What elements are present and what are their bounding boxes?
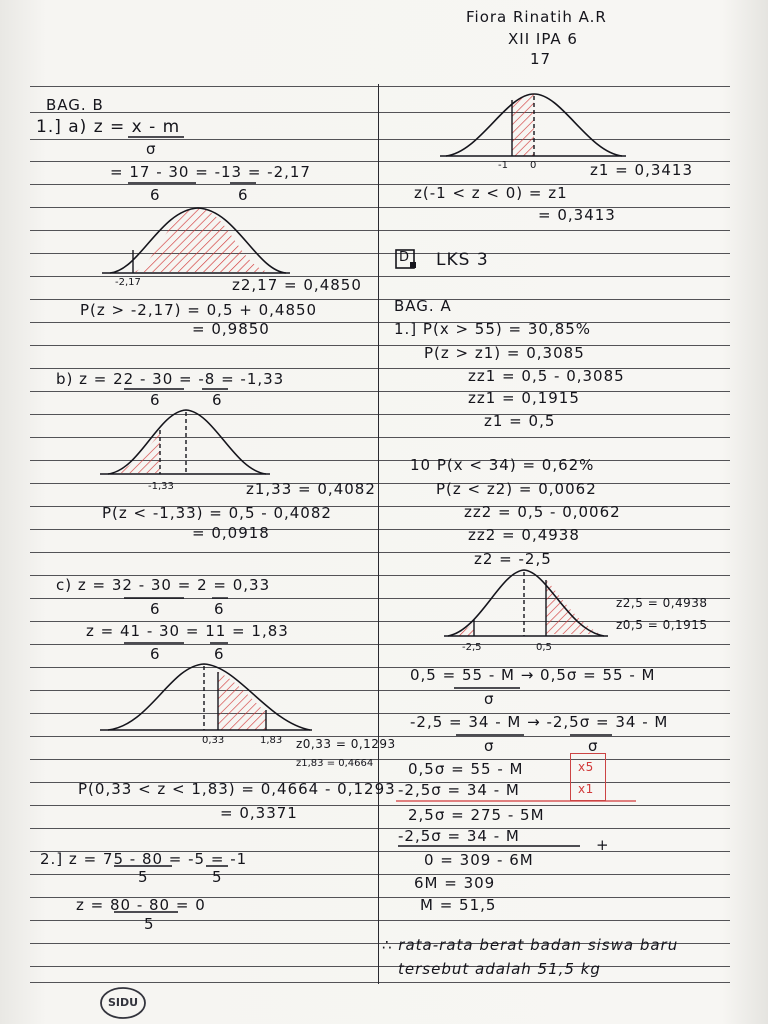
right-top-result: = 0,3413 [538, 206, 616, 224]
q1c-curve-label2: 1,83 [260, 735, 283, 746]
q1a-den2: 6 [238, 186, 249, 204]
bag-a-line9: zz2 = 0,4938 [468, 526, 580, 544]
student-class: XII IPA 6 [508, 30, 578, 48]
q1a-sigma: σ [146, 140, 157, 158]
bag-a-line8: zz2 = 0,5 - 0,0062 [464, 503, 621, 521]
multiplier-x1: x1 [578, 782, 594, 796]
system-line4: -2,5σ = 34 - M [398, 827, 520, 845]
q1b-result: = 0,0918 [192, 524, 270, 542]
student-number: 17 [530, 50, 552, 68]
q1a-formula: 1.] a) z = x - m [36, 117, 181, 137]
q1c-result: = 0,3371 [220, 804, 298, 822]
q1c-step2-den1: 6 [150, 645, 161, 663]
q1a-step: = 17 - 30 = -13 = -2,17 [110, 163, 311, 181]
student-name: Fiora Rinatih A.R [466, 8, 607, 26]
bag-a-line6: 10 P(x < 34) = 0,62% [410, 456, 595, 474]
bag-a-line1: 1.] P(x > 55) = 30,85% [394, 320, 592, 338]
q1a-probability: P(z > -2,17) = 0,5 + 0,4850 [80, 301, 318, 319]
q1c-curve-label1: 0,33 [202, 735, 225, 746]
q1c-z-value2: z1,83 = 0,4664 [296, 758, 374, 769]
lks-badge: D [399, 250, 411, 265]
bag-a-line4: zz1 = 0,1915 [468, 389, 580, 407]
right-top-label2: 0 [530, 160, 537, 171]
eq-line2-den1: σ [484, 737, 495, 755]
q2-step1: 2.] z = 75 - 80 = -5 = -1 [40, 850, 248, 868]
q2-den1: 5 [138, 868, 149, 886]
q1a-den1: 6 [150, 186, 161, 204]
eq-line2: -2,5 = 34 - M → -2,5σ = 34 - M [410, 713, 669, 731]
q2-den2: 5 [212, 868, 223, 886]
lks-z-value2: z0,5 = 0,1915 [616, 618, 708, 632]
sidu-logo: SIDU [108, 996, 139, 1009]
lks-curve-label1: -2,5 [462, 642, 482, 653]
right-top-label1: -1 [498, 160, 508, 171]
eq-line1-den: σ [484, 690, 495, 708]
lks-curve-label2: 0,5 [536, 642, 552, 653]
q1c-probability: P(0,33 < z < 1,83) = 0,4664 - 0,1293 [78, 780, 396, 798]
normal-curve-1c [100, 664, 312, 730]
plus-sign: + [596, 836, 610, 854]
q1c-den1: 6 [150, 600, 161, 618]
system-line5: 0 = 309 - 6M [424, 851, 534, 869]
right-top-z-value: z1 = 0,3413 [590, 161, 694, 179]
q1a-z-value: z2,17 = 0,4850 [232, 276, 362, 294]
q2-den: 5 [144, 915, 155, 933]
system-line6: 6M = 309 [414, 874, 496, 892]
system-line1: 0,5σ = 55 - M [408, 760, 524, 778]
bag-a-line10: z2 = -2,5 [474, 550, 552, 568]
normal-curve-1b [100, 410, 270, 474]
q1b-z-value: z1,33 = 0,4082 [246, 480, 376, 498]
right-top-probability: z(-1 < z < 0) = z1 [414, 184, 568, 202]
conclusion-line2: tersebut adalah 51,5 kg [398, 960, 601, 978]
lks-title: LKS 3 [436, 250, 489, 270]
normal-curve-lks [444, 570, 608, 636]
q1b-curve-label: -1,33 [148, 481, 174, 492]
bag-a-line2: P(z > z1) = 0,3085 [424, 344, 585, 362]
system-line3: 2,5σ = 275 - 5M [408, 806, 545, 824]
q2-step2: z = 80 - 80 = 0 [76, 896, 206, 914]
q1c-den2: 6 [214, 600, 225, 618]
q1b-den1: 6 [150, 391, 161, 409]
q1c-step1: c) z = 32 - 30 = 2 = 0,33 [56, 576, 271, 594]
bag-a-line3: zz1 = 0,5 - 0,3085 [468, 367, 625, 385]
q1a-result: = 0,9850 [192, 320, 270, 338]
eq-line2-den2: σ [588, 737, 599, 755]
normal-curve-right-top [440, 94, 626, 156]
section-bag-b: BAG. B [46, 96, 104, 114]
multiplier-x5: x5 [578, 760, 594, 774]
q1c-step2-den2: 6 [214, 645, 225, 663]
normal-curve-1a [102, 208, 290, 273]
q1b-probability: P(z < -1,33) = 0,5 - 0,4082 [102, 504, 332, 522]
q1c-z-value1: z0,33 = 0,1293 [296, 737, 396, 751]
bag-a-line7: P(z < z2) = 0,0062 [436, 480, 597, 498]
bag-a-line5: z1 = 0,5 [484, 412, 556, 430]
eq-line1: 0,5 = 55 - M → 0,5σ = 55 - M [410, 666, 656, 684]
lks-z-value1: z2,5 = 0,4938 [616, 596, 708, 610]
section-bag-a: BAG. A [394, 297, 452, 315]
q1c-step2: z = 41 - 30 = 11 = 1,83 [86, 622, 289, 640]
system-line2: -2,5σ = 34 - M [398, 781, 520, 799]
conclusion-line1: ∴ rata-rata berat badan siswa baru [382, 936, 679, 954]
q1b-step: b) z = 22 - 30 = -8 = -1,33 [56, 370, 285, 388]
q1b-den2: 6 [212, 391, 223, 409]
system-line7: M = 51,5 [420, 896, 497, 914]
q1a-curve-label: -2,17 [115, 277, 141, 288]
